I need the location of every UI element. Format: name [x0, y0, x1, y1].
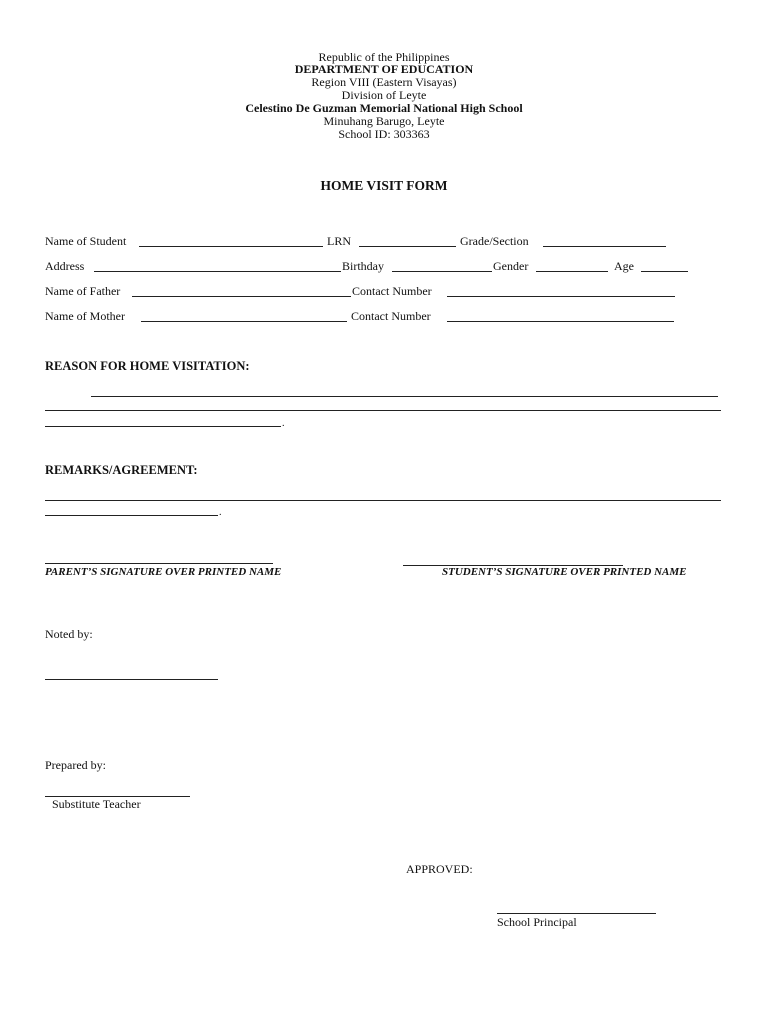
blank-age[interactable]	[641, 271, 688, 272]
approved-label: APPROVED:	[406, 862, 473, 876]
blank-name-of-father[interactable]	[132, 296, 351, 297]
student-signature-caption: STUDENT’S SIGNATURE OVER PRINTED NAME	[442, 566, 687, 578]
principal-signature-line[interactable]	[497, 913, 656, 914]
reason-line-3[interactable]	[45, 426, 281, 427]
label-mother-contact: Contact Number	[351, 309, 431, 323]
school-principal-caption: School Principal	[497, 915, 577, 929]
reason-line-2[interactable]	[45, 410, 721, 411]
blank-name-of-student[interactable]	[139, 246, 323, 247]
blank-mother-contact[interactable]	[447, 321, 674, 322]
header-republic: Republic of the Philippines	[318, 50, 450, 64]
header-division: Division of Leyte	[341, 88, 427, 102]
header-school-id: School ID: 303363	[338, 127, 430, 141]
reason-heading: REASON FOR HOME VISITATION:	[45, 359, 250, 373]
label-name-of-student: Name of Student	[45, 234, 127, 248]
remarks-line-2[interactable]	[45, 515, 218, 516]
reason-line-1[interactable]	[91, 396, 718, 397]
blank-father-contact[interactable]	[447, 296, 675, 297]
blank-gender[interactable]	[536, 271, 608, 272]
noted-by-label: Noted by:	[45, 627, 93, 641]
noted-by-signature-line[interactable]	[45, 679, 218, 680]
label-gender: Gender	[493, 259, 529, 273]
header-department: DEPARTMENT OF EDUCATION	[294, 62, 474, 76]
label-age: Age	[614, 259, 634, 273]
form-title: HOME VISIT FORM	[320, 178, 448, 193]
blank-lrn[interactable]	[359, 246, 456, 247]
parent-signature-line[interactable]	[45, 563, 273, 564]
header-address: Minuhang Barugo, Leyte	[323, 114, 445, 128]
prepared-by-label: Prepared by:	[45, 758, 106, 772]
label-name-of-father: Name of Father	[45, 284, 121, 298]
label-name-of-mother: Name of Mother	[45, 309, 125, 323]
label-grade-section: Grade/Section	[460, 234, 529, 248]
label-lrn: LRN	[327, 234, 351, 248]
substitute-teacher-caption: Substitute Teacher	[52, 797, 141, 811]
blank-birthday[interactable]	[392, 271, 492, 272]
blank-grade-section[interactable]	[543, 246, 666, 247]
blank-name-of-mother[interactable]	[141, 321, 347, 322]
label-address: Address	[45, 259, 85, 273]
header-school: Celestino De Guzman Memorial National High School	[245, 101, 523, 115]
blank-address[interactable]	[94, 271, 341, 272]
header-region: Region VIII (Eastern Visayas)	[311, 75, 457, 89]
label-birthday: Birthday	[342, 259, 384, 273]
remarks-heading: REMARKS/AGREEMENT:	[45, 463, 198, 477]
label-father-contact: Contact Number	[352, 284, 432, 298]
reason-end-dot: .	[282, 418, 285, 429]
remarks-end-dot: .	[219, 507, 222, 518]
parent-signature-caption: PARENT’S SIGNATURE OVER PRINTED NAME	[45, 566, 282, 578]
remarks-line-1[interactable]	[45, 500, 721, 501]
